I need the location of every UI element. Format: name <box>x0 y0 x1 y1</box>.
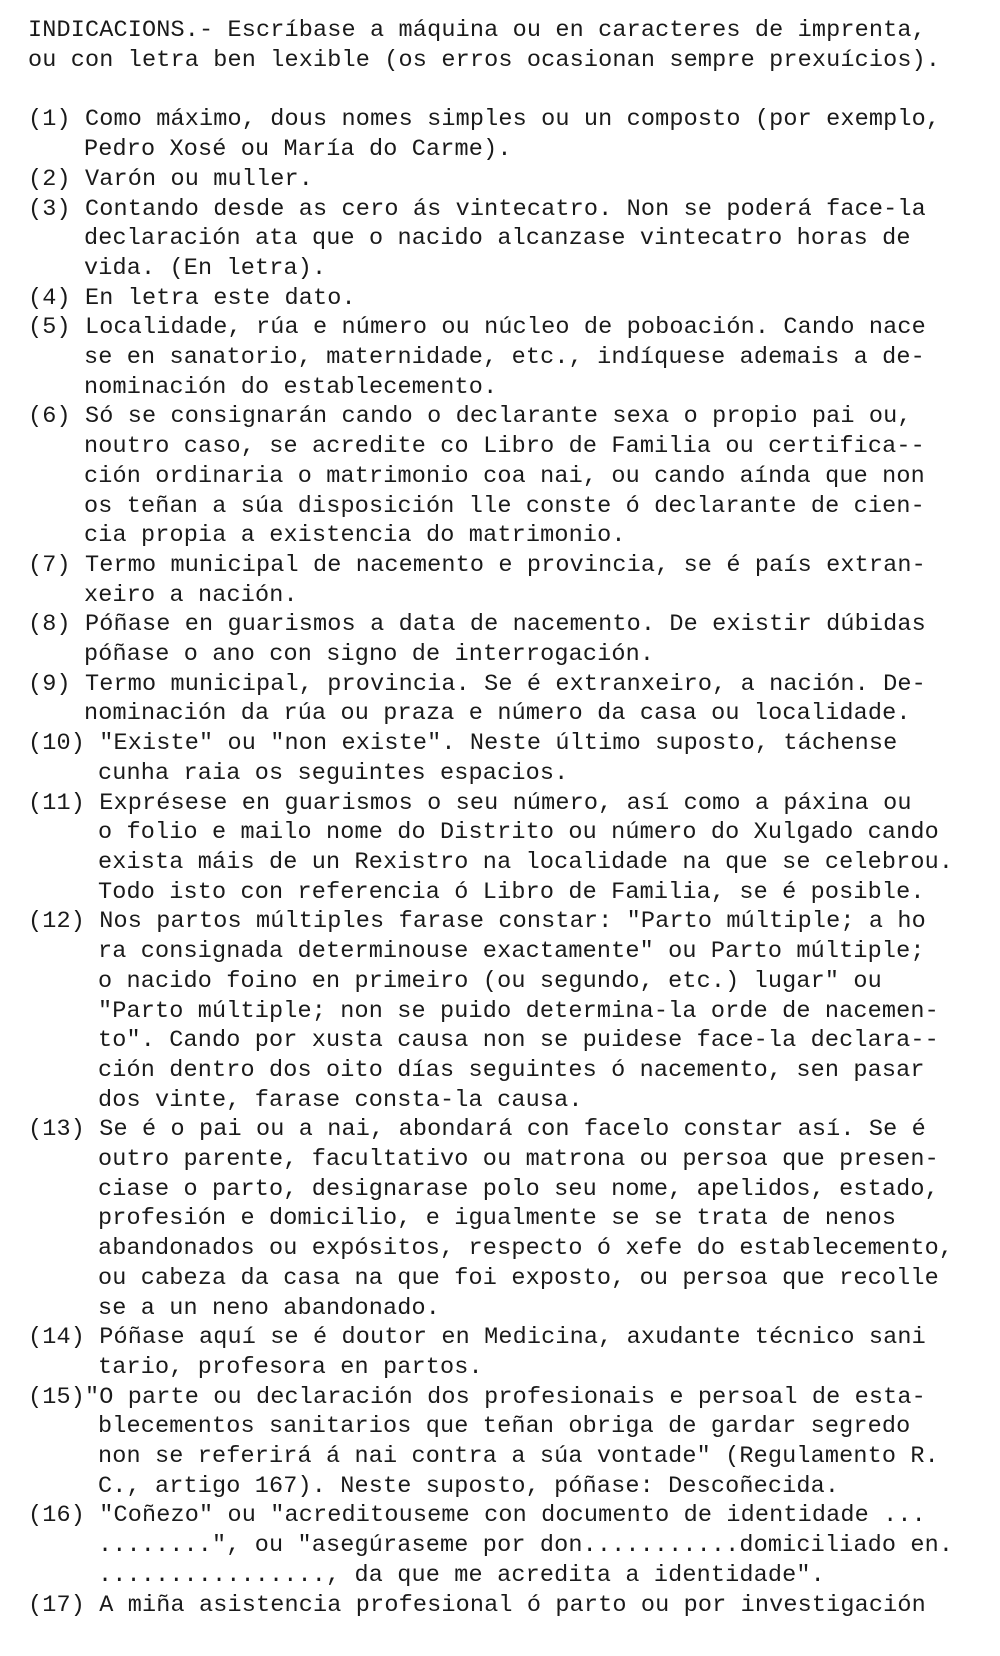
note-line: tario, profesora en partos. <box>98 1353 483 1381</box>
note-line: blecementos sanitarios que teñan obriga de gardar segredo <box>98 1413 911 1441</box>
note-first-line: Localidade, rúa e número ou núcleo de poboación. Cando nace <box>70 314 926 342</box>
note-line: o nacido foino en primeiro (ou segundo, etc.) lugar" ou <box>98 967 882 995</box>
note-first-line: Como máximo, dous nomes simples ou un composto (por exemplo, <box>70 106 941 134</box>
note-number: (14) <box>28 1324 86 1352</box>
note-line: declaración ata que o nacido alcanzase vintecatro horas de <box>84 225 911 253</box>
note-continuation <box>28 343 970 402</box>
note-line: cia propia a existencia do matrimonio. <box>84 522 626 550</box>
note-continuation <box>28 699 970 729</box>
note-item <box>28 1591 970 1621</box>
note-first-line: En letra este dato. <box>70 284 356 312</box>
note-item <box>28 789 970 908</box>
note-item <box>28 1501 970 1590</box>
note-number: (16) <box>28 1502 86 1530</box>
note-continuation <box>28 581 970 611</box>
note-line: noutro caso, se acredite co Libro de Familia ou certifica-- <box>84 433 925 461</box>
note-item <box>28 670 970 729</box>
note-item <box>28 1323 970 1382</box>
note-line: non se referirá á nai contra a súa vontade" (Regulamento R. <box>98 1443 939 1471</box>
note-continuation <box>28 224 970 283</box>
note-line: ción ordinaria o matrimonio coa nai, ou cando aínda que non <box>84 462 925 490</box>
note-first-line: "Coñezo" ou "acreditouseme con documento de identidade ... <box>85 1502 926 1530</box>
note-line: se en sanatorio, maternidade, etc., indíquese ademais a de- <box>84 344 925 372</box>
note-line: ciase o parto, designarase polo seu nome, apelidos, estado, <box>98 1175 939 1203</box>
note-continuation <box>28 1531 970 1590</box>
note-line: profesión e domicilio, e igualmente se se trata de nenos <box>98 1205 897 1233</box>
note-number: (17) <box>28 1591 86 1619</box>
note-item <box>28 1115 970 1323</box>
note-first-line: Póñase en guarismos a data de nacemento. De existir dúbidas <box>70 611 926 639</box>
note-continuation <box>28 135 970 165</box>
note-line: ou cabeza da casa na que foi exposto, ou persoa que recolle <box>98 1264 939 1292</box>
note-first-line: Termo municipal, provincia. Se é extranxeiro, a nación. De- <box>70 670 926 698</box>
instructions-intro <box>28 16 970 75</box>
intro-line-1: INDICACIONS.- Escríbase a máquina ou en caracteres de imprenta, <box>28 17 926 44</box>
note-number: (15) <box>28 1383 86 1411</box>
note-line: abandonados ou expósitos, respecto ó xefe do establecemento, <box>98 1235 954 1263</box>
note-line: to". Cando por xusta causa non se puidese face-la declara-- <box>98 1027 939 1055</box>
note-first-line: Varón ou muller. <box>70 165 314 193</box>
notes-list <box>28 105 970 1620</box>
note-continuation <box>28 1412 970 1501</box>
note-number: (6) <box>28 403 71 431</box>
note-item <box>28 907 970 1115</box>
note-first-line: A miña asistencia profesional ó parto ou por investigación <box>85 1591 926 1619</box>
note-line: dos vinte, farase consta-la causa. <box>98 1086 583 1114</box>
note-continuation <box>28 640 970 670</box>
note-first-line: Póñase aquí se é doutor en Medicina, axudante técnico sani <box>85 1324 926 1352</box>
note-line: ción dentro dos oito días seguintes ó nacemento, sen pasar <box>98 1056 925 1084</box>
note-line: C., artigo 167). Neste suposto, póñase: Descoñecida. <box>98 1472 840 1500</box>
note-continuation <box>28 818 970 907</box>
note-number: (11) <box>28 789 86 817</box>
note-line: ........", ou "asegúraseme por don...........domiciliado en. <box>98 1532 954 1560</box>
note-first-line: "Existe" ou "non existe". Neste último suposto, táchense <box>85 730 898 758</box>
note-continuation <box>28 759 970 789</box>
note-continuation <box>28 1353 970 1383</box>
note-number: (2) <box>28 165 71 193</box>
note-number: (12) <box>28 908 86 936</box>
note-line: o folio e mailo nome do Distrito ou número do Xulgado cando <box>98 819 939 847</box>
note-item <box>28 313 970 402</box>
note-number: (10) <box>28 730 86 758</box>
note-item <box>28 1383 970 1502</box>
note-line: ................, da que me acredita a identidade". <box>98 1561 825 1589</box>
note-first-line: Nos partos múltiples farase constar: "Parto múltiple; a ho <box>85 908 926 936</box>
note-continuation <box>28 1145 970 1323</box>
note-number: (4) <box>28 284 71 312</box>
note-item <box>28 165 970 195</box>
intro-line-2: ou con letra ben lexible (os erros ocasionan sempre prexuícios). <box>28 46 941 74</box>
note-continuation <box>28 432 970 551</box>
note-line: cunha raia os seguintes espacios. <box>98 759 569 787</box>
note-line: póñase o ano con signo de interrogación. <box>84 641 655 669</box>
note-continuation <box>28 937 970 1115</box>
note-first-line: Contando desde as cero ás vintecatro. Non se poderá face-la <box>70 195 926 223</box>
note-first-line: "O parte ou declaración dos profesionais e persoal de esta- <box>85 1383 926 1411</box>
note-first-line: Só se consignarán cando o declarante sexa o propio pai ou, <box>70 403 912 431</box>
note-number: (13) <box>28 1116 86 1144</box>
note-first-line: Se é o pai ou a nai, abondará con facelo constar así. Se é <box>85 1116 926 1144</box>
note-number: (5) <box>28 314 71 342</box>
note-line: ra consignada determinouse exactamente" ou Parto múltiple; <box>98 938 925 966</box>
note-line: Todo isto con referencia ó Libro de Familia, se é posible. <box>98 878 925 906</box>
note-item <box>28 284 970 314</box>
note-number: (8) <box>28 611 71 639</box>
note-item <box>28 402 970 551</box>
note-line: outro parente, facultativo ou matrona ou persoa que presen- <box>98 1146 939 1174</box>
note-number: (9) <box>28 670 71 698</box>
note-line: nominación do establecemento. <box>84 373 498 401</box>
note-line: os teñan a súa disposición lle conste ó declarante de cien- <box>84 492 925 520</box>
note-line: "Parto múltiple; non se puido determina-la orde de nacemen- <box>98 997 939 1025</box>
note-line: nominación da rúa ou praza e número da casa ou localidade. <box>84 700 911 728</box>
note-item <box>28 195 970 284</box>
note-line: xeiro a nación. <box>84 581 298 609</box>
note-line: exista máis de un Rexistro na localidade na que se celebrou. <box>98 848 954 876</box>
note-line: Pedro Xosé ou María do Carme). <box>84 136 512 164</box>
note-line: se a un neno abandonado. <box>98 1294 441 1322</box>
note-item <box>28 610 970 669</box>
note-first-line: Exprésese en guarismos o seu número, así como a páxina ou <box>85 789 912 817</box>
note-first-line: Termo municipal de nacemento e provincia, se é país extran- <box>70 551 926 579</box>
note-number: (3) <box>28 195 71 223</box>
note-item <box>28 729 970 788</box>
note-number: (7) <box>28 551 71 579</box>
note-item <box>28 105 970 164</box>
note-item <box>28 551 970 610</box>
note-number: (1) <box>28 106 71 134</box>
note-line: vida. (En letra). <box>84 254 327 282</box>
